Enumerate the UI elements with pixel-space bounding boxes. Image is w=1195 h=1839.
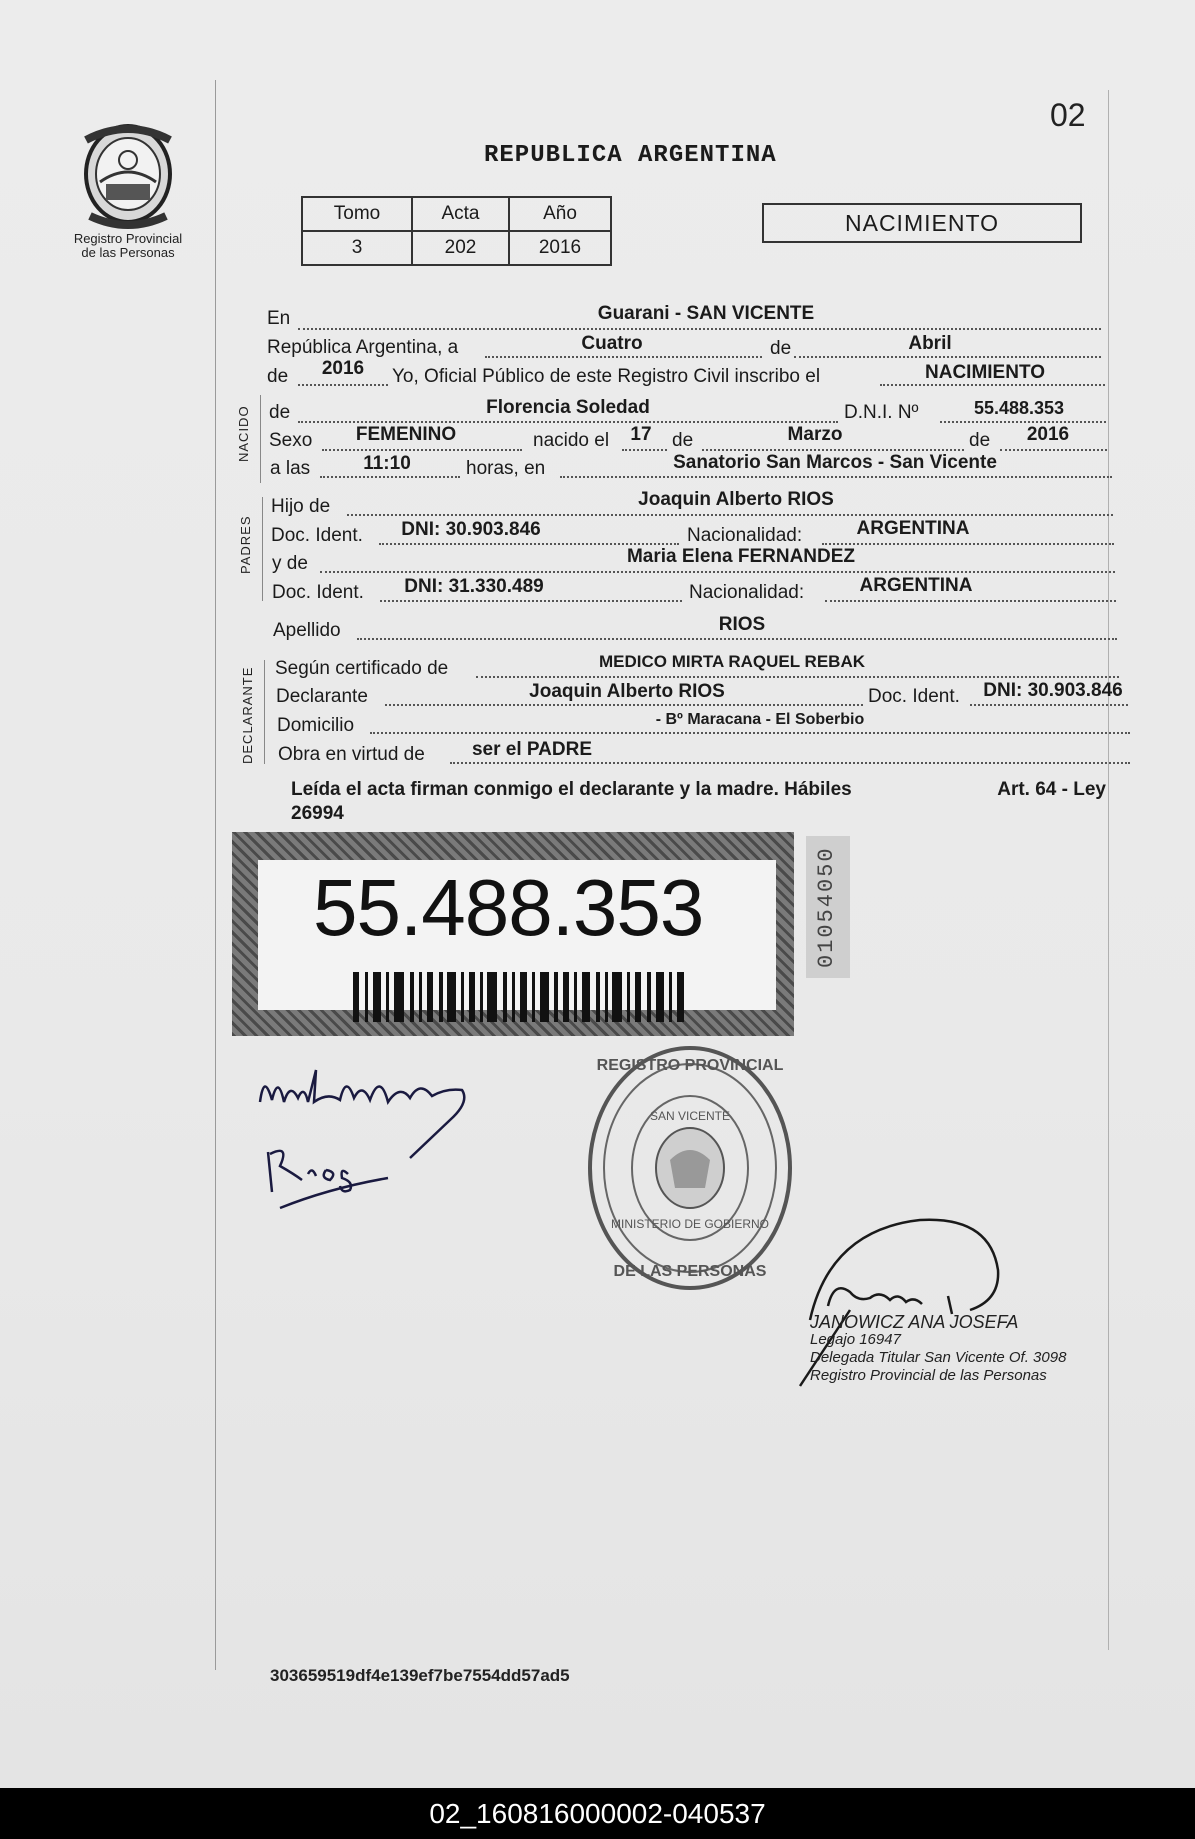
dotted-line	[622, 449, 667, 451]
dotted-line	[370, 732, 1130, 734]
event-value: NACIMIENTO	[925, 362, 1045, 383]
scan-footer: 02_160816000002-040537	[0, 1788, 1195, 1839]
domicilio-label: Domicilio	[277, 715, 355, 736]
tomo-value: 3	[302, 231, 412, 265]
left-margin-line	[215, 80, 216, 1670]
republica-label: República Argentina, a	[267, 337, 459, 358]
declarant-doc-label: Doc. Ident.	[868, 686, 960, 707]
father-nationality: ARGENTINA	[856, 518, 970, 539]
acta-header: Acta	[412, 197, 509, 231]
year-label: de	[267, 366, 289, 387]
dotted-line	[970, 704, 1128, 706]
svg-text:DE LAS PERSONAS: DE LAS PERSONAS	[613, 1263, 767, 1280]
official-block	[810, 1313, 1066, 1385]
section-divider	[264, 660, 265, 764]
dotted-line	[702, 449, 964, 451]
closing-law-number: 26994	[291, 803, 344, 824]
declarante-section-label: DECLARANTE	[240, 666, 255, 764]
official-name: JANOWICZ ANA JOSEFA	[810, 1312, 1019, 1332]
dotted-line	[560, 476, 1112, 478]
month-value: Abril	[908, 333, 952, 354]
dotted-line	[450, 762, 1130, 764]
declarant-name: Joaquin Alberto RIOS	[529, 681, 725, 702]
nacido-el-label: nacido el	[533, 430, 610, 451]
child-name: Florencia Soledad	[486, 397, 650, 418]
dotted-line	[322, 449, 522, 451]
dotted-line	[298, 328, 1101, 330]
closing-law: Art. 64 - Ley	[997, 779, 1106, 800]
dotted-line	[476, 676, 1119, 678]
official-legajo: Legajo 16947	[810, 1331, 901, 1348]
tomo-header: Tomo	[302, 197, 412, 231]
dotted-line	[298, 421, 838, 423]
barcode-icon	[353, 972, 689, 1022]
birth-year: 2016	[1026, 424, 1070, 445]
apellido-label: Apellido	[273, 620, 341, 641]
sexo-value: FEMENINO	[355, 424, 457, 445]
dni-label: D.N.I. Nº	[844, 402, 919, 423]
birth-place: Sanatorio San Marcos - San Vicente	[673, 452, 997, 473]
section-divider	[262, 497, 263, 601]
de-label: de	[770, 338, 792, 359]
ano-header: Año	[509, 197, 611, 231]
a-las-label: a las	[270, 458, 311, 479]
dotted-line	[385, 704, 863, 706]
nacido-section-label: NACIDO	[236, 405, 251, 462]
father-doc-label: Doc. Ident.	[271, 525, 363, 546]
section-divider	[260, 395, 261, 483]
dotted-line	[825, 600, 1116, 602]
year-value: 2016	[321, 358, 365, 379]
sticker-serial	[806, 836, 850, 978]
dotted-line	[1000, 449, 1107, 451]
birth-day: 17	[630, 424, 652, 445]
mother-name: Maria Elena FERNANDEZ	[626, 546, 856, 567]
sticker-id-number: 55.488.353	[313, 863, 704, 952]
father-nationality-label: Nacionalidad:	[687, 525, 803, 546]
birth-de-label: de	[672, 430, 694, 451]
official-org: Registro Provincial de las Personas	[810, 1367, 1047, 1384]
dotted-line	[357, 638, 1117, 640]
dotted-line	[880, 384, 1105, 386]
father-doc: DNI: 30.903.846	[401, 519, 541, 540]
hijo-label: Hijo de	[271, 496, 331, 517]
obra-label: Obra en virtud de	[278, 744, 425, 765]
surname-value: RIOS	[718, 614, 766, 635]
certificado-label: Según certificado de	[275, 658, 449, 679]
dotted-line	[320, 571, 1115, 573]
sexo-label: Sexo	[269, 430, 313, 451]
day-value: Cuatro	[581, 333, 643, 354]
child-dni: 55.488.353	[973, 398, 1065, 418]
province-logo	[68, 122, 188, 260]
svg-text:REGISTRO PROVINCIAL: REGISTRO PROVINCIAL	[596, 1057, 784, 1074]
mother-nationality: ARGENTINA	[859, 575, 973, 596]
svg-text:MINISTERIO DE GOBIERNO: MINISTERIO DE GOBIERNO	[610, 1217, 770, 1231]
dotted-line	[940, 421, 1106, 423]
closing-text: Leída el acta firman conmigo el declarante y la madre. Hábiles	[291, 779, 852, 800]
official-role: Delegada Titular San Vicente Of. 3098	[810, 1349, 1067, 1366]
mother-nationality-label: Nacionalidad:	[689, 582, 805, 603]
ano-value: 2016	[509, 231, 611, 265]
officer-text: Yo, Oficial Público de este Registro Civil inscribo el	[392, 366, 821, 387]
birth-de2-label: de	[969, 430, 991, 451]
place-value: Guarani - SAN VICENTE	[597, 303, 815, 324]
mother-doc-label: Doc. Ident.	[272, 582, 364, 603]
father-name: Joaquin Alberto RIOS	[638, 489, 834, 510]
horas-label: horas, en	[466, 458, 546, 479]
dotted-line	[485, 356, 762, 358]
declarant-doc: DNI: 30.903.846	[983, 680, 1123, 701]
official-seal-icon	[575, 1040, 805, 1300]
id-sticker	[232, 832, 794, 1036]
obra-value: ser el PADRE	[471, 739, 593, 760]
closing-statement	[291, 778, 1106, 826]
right-margin-line	[1108, 90, 1109, 1650]
org-line-1: Registro Provincial	[73, 231, 183, 246]
dotted-line	[347, 514, 1113, 516]
birth-time: 11:10	[363, 453, 411, 474]
domicilio-value: - Bº Maracana - El Soberbio	[655, 711, 865, 728]
declarante-label: Declarante	[276, 686, 368, 707]
certificate-value: MEDICO MIRTA RAQUEL REBAK	[598, 652, 866, 671]
sticker-serial-text: 01054050	[814, 846, 839, 968]
svg-text:SAN VICENTE: SAN VICENTE	[649, 1109, 731, 1123]
reference-table	[301, 196, 612, 266]
dotted-line	[822, 543, 1114, 545]
sticker-inner	[258, 860, 776, 1010]
org-line-2: de las Personas	[81, 245, 175, 260]
document-hash: 303659519df4e139ef7be7554dd57ad5	[270, 1666, 570, 1685]
country-heading: REPUBLICA ARGENTINA	[484, 142, 777, 169]
padres-section-label: PADRES	[238, 515, 253, 574]
document-number: 02	[1050, 97, 1086, 133]
en-label: En	[267, 308, 291, 329]
dotted-line	[320, 476, 460, 478]
dotted-line	[379, 543, 679, 545]
record-type-box: NACIMIENTO	[762, 203, 1082, 243]
misiones-shield-icon	[76, 122, 180, 232]
signature-mother-icon	[250, 1062, 500, 1212]
acta-value: 202	[412, 231, 509, 265]
dotted-line	[298, 384, 388, 386]
dotted-line	[794, 356, 1101, 358]
birth-month: Marzo	[787, 424, 843, 445]
name-label: de	[269, 402, 291, 423]
dotted-line	[380, 600, 682, 602]
y-de-label: y de	[272, 553, 308, 574]
mother-doc: DNI: 31.330.489	[404, 576, 544, 597]
